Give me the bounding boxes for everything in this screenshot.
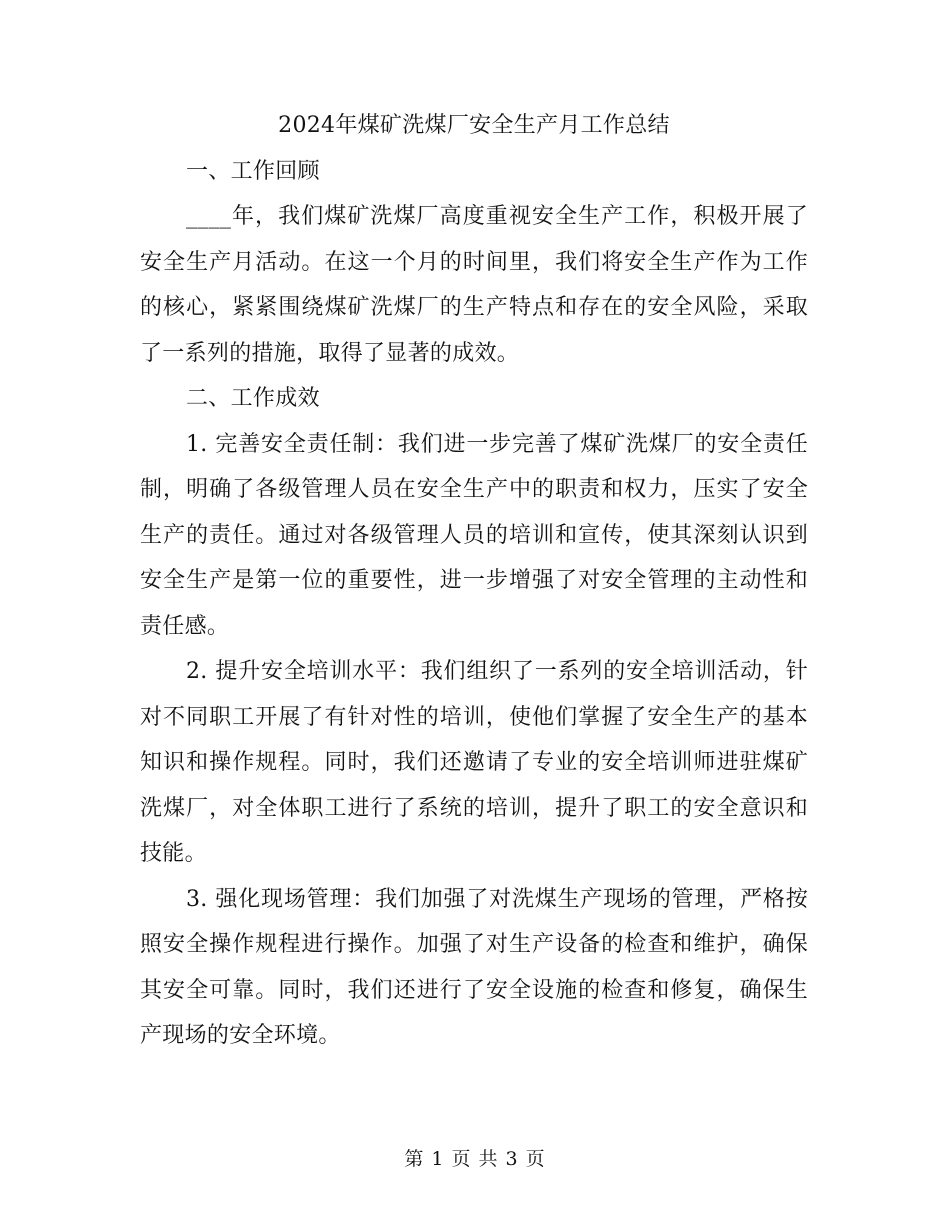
page-number-footer: 第 1 页 共 3 页 xyxy=(404,1148,546,1170)
section-heading-review: 一、工作回顾 xyxy=(186,158,320,184)
results-item-1: 1. 完善安全责任制：我们进一步完善了煤矿洗煤厂的安全责任制，明确了各级管理人员在安全生产中的职责和权力，压实了安全生产的责任。通过对各级管理人员的培训和宣传，使其深刻认识到安全生产是第一位的重要性，进一步增强了对安全管理的主动性和责任感。 xyxy=(140,431,808,639)
section-heading-results: 二、工作成效 xyxy=(186,386,320,411)
document-body xyxy=(140,103,808,1059)
results-item-2: 2. 提升安全培训水平：我们组织了一系列的安全培训活动，针对不同职工开展了有针对性的培训，使他们掌握了安全生产的基本知识和操作规程。同时，我们还邀请了专业的安全培训师进驻煤矿洗煤厂，对全体职工进行了系统的培训，提升了职工的安全意识和技能。 xyxy=(140,659,808,866)
document-title: 2024年煤矿洗煤厂安全生产月工作总结 xyxy=(278,113,670,138)
results-item-3: 3. 强化现场管理：我们加强了对洗煤生产现场的管理，严格按照安全操作规程进行操作。加强了对生产设备的检查和维护，确保其安全可靠。同时，我们还进行了安全设施的检查和修复，确保生产现场的安全环境。 xyxy=(140,886,808,1048)
review-paragraph: ____年，我们煤矿洗煤厂高度重视安全生产工作，积极开展了安全生产月活动。在这一个月的时间里，我们将安全生产作为工作的核心，紧紧围绕煤矿洗煤厂的生产特点和存在的安全风险，采取了一系列的措施，取得了显著的成效。 xyxy=(140,204,808,366)
